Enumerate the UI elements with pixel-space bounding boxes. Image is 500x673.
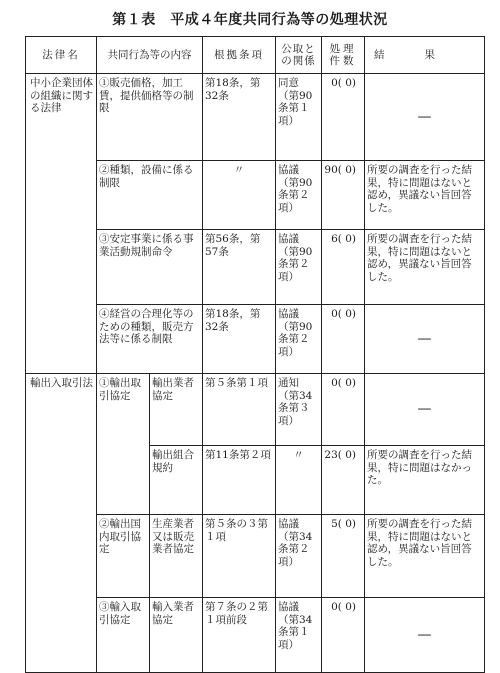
law-name-cell: 中小企業団体の組織に関する法律: [26, 74, 97, 374]
article-cell: 第18条，第32条: [203, 74, 276, 161]
content-cell: ②種類，設備に係る制限: [97, 161, 203, 230]
article-cell: 第18条，第32条: [203, 305, 276, 374]
relation-cell: 同意（第90条第１項）: [276, 74, 322, 161]
result-dash: —: [365, 74, 485, 161]
count-cell: 90( 0): [322, 161, 365, 230]
content-cell: 輸入業者協定: [150, 598, 203, 673]
header-law: 法律名: [26, 37, 97, 74]
relation-cell: 協議（第34条第１項）: [276, 598, 322, 673]
content-cell: ①販売価格，加工賃，提供価格等の制限: [97, 74, 203, 161]
relation-cell: 協議（第90条第２項）: [276, 305, 322, 374]
law-name-cell: 輸出入取引法: [26, 374, 97, 673]
relation-cell: 協議（第34条第２項）: [276, 515, 322, 598]
article-cell: 〃: [203, 161, 276, 230]
count-cell: 0( 0): [322, 598, 365, 673]
result-cell: 所要の調査を行った結果，特に問題はないと認め，異議ない旨回答した。: [365, 515, 485, 598]
article-cell: 第11条第２項: [203, 446, 276, 515]
article-cell: 第７条の２第１項前段: [203, 598, 276, 673]
group-cell: ②輸出国内取引協定: [97, 515, 150, 598]
result-cell: 所要の調査を行った結果，特に問題はないと認め，異議ない旨回答した。: [365, 161, 485, 230]
result-dash: —: [365, 374, 485, 446]
content-cell: 輸出組合規約: [150, 446, 203, 515]
table-header-row: [26, 37, 485, 74]
group-cell: ③輸入取引協定: [97, 598, 150, 673]
count-cell: 0( 0): [322, 374, 365, 446]
count-cell: 6( 0): [322, 230, 365, 305]
header-count: 処理件数: [322, 37, 365, 74]
relation-cell: 通知（第34条第３項）: [276, 374, 322, 446]
count-cell: 0( 0): [322, 305, 365, 374]
content-cell: 生産業者又は販売業者協定: [150, 515, 203, 598]
result-cell: 所要の調査を行った結果，特に問題はないと認め，異議ない旨回答した。: [365, 230, 485, 305]
header-result: 結果: [365, 37, 485, 74]
relation-cell: 協議（第90条第２項）: [276, 161, 322, 230]
processing-status-table: [25, 36, 485, 673]
group-cell: ①輸出取引協定: [97, 374, 150, 515]
result-cell: 所要の調査を行った結果，特に問題はなかった。: [365, 446, 485, 515]
content-cell: ③安定事業に係る事業活動規制命令: [97, 230, 203, 305]
article-cell: 第５条第１項: [203, 374, 276, 446]
count-cell: 5( 0): [322, 515, 365, 598]
count-cell: 23( 0): [322, 446, 365, 515]
content-cell: 輸出業者協定: [150, 374, 203, 446]
content-cell: ④経営の合理化等のための種類，販売方法等に係る制限: [97, 305, 203, 374]
count-cell: 0( 0): [322, 74, 365, 161]
header-content: 共同行為等の内容: [97, 37, 203, 74]
article-cell: 第５条の３第１項: [203, 515, 276, 598]
page-title: 第１表 平成４年度共同行為等の処理状況: [112, 12, 388, 28]
article-cell: 第56条，第57条: [203, 230, 276, 305]
result-dash: —: [365, 598, 485, 673]
table-row: [26, 374, 485, 446]
header-article: 根拠条項: [203, 37, 276, 74]
relation-cell: 〃: [276, 446, 322, 515]
header-relation: 公取との関係: [276, 37, 322, 74]
table-row: [26, 74, 485, 161]
result-dash: —: [365, 305, 485, 374]
relation-cell: 協議（第90条第２項）: [276, 230, 322, 305]
